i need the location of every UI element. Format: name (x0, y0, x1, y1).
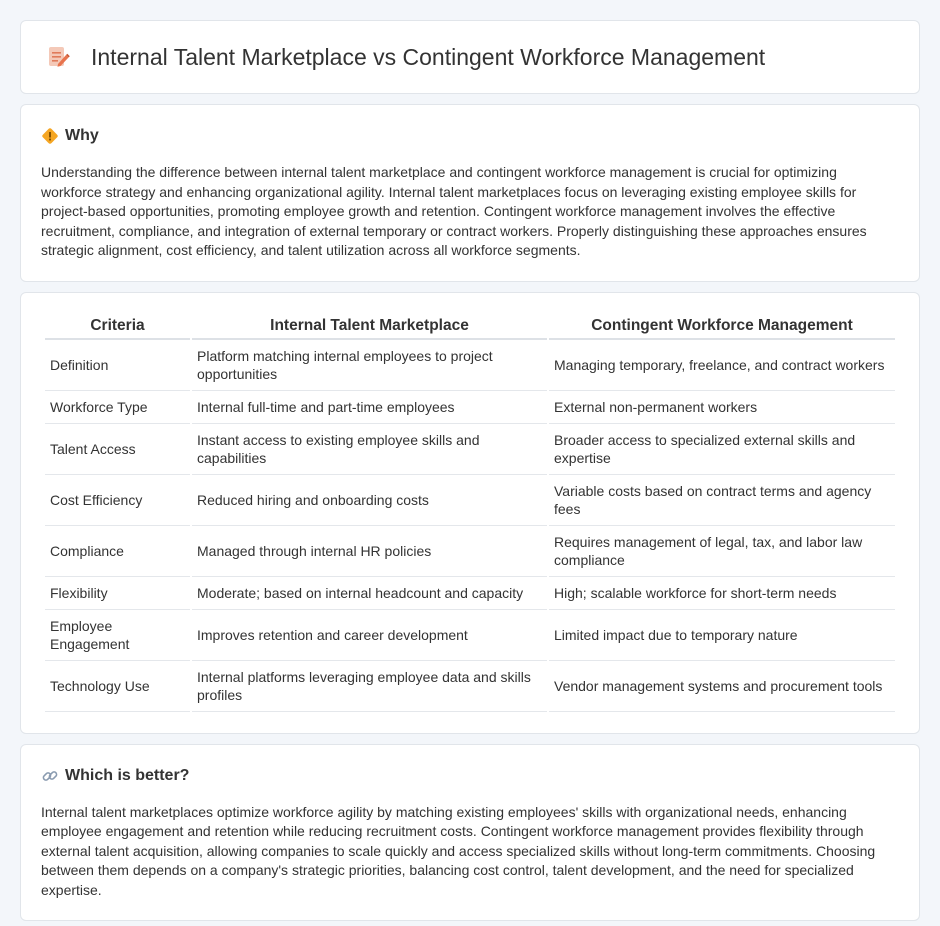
contingent-cell: Limited impact due to temporary nature (549, 610, 895, 661)
criteria-cell: Technology Use (45, 661, 190, 712)
why-text: Understanding the difference between internal talent marketplace and contingent workforce management is crucial for optimizing workforce strategy and enhancing organizational agility. Internal talent marketplaces focus on leveraging existing employee skills for project-based opportunities, promoting employee growth and retention. Contingent workforce management involves the effective recruitment, compliance, and integration of external temporary or contract workers. Properly distinguishing these approaches ensures strategic alignment, cost efficiency, and talent utilization across all workforce segments. (41, 164, 867, 258)
document-pencil-icon (45, 44, 71, 70)
contingent-cell: Managing temporary, freelance, and contract workers (549, 340, 895, 391)
table-row (45, 391, 895, 424)
table-row (45, 340, 895, 391)
contingent-cell: Requires management of legal, tax, and labor law compliance (549, 526, 895, 577)
table-row (45, 475, 895, 526)
table-row (45, 424, 895, 475)
diamond-warning-icon (41, 127, 59, 145)
which-better-heading: Which is better? (65, 766, 190, 784)
page-title: Internal Talent Marketplace vs Contingent Workforce Management (91, 43, 766, 70)
why-heading: Why (65, 127, 99, 144)
internal-cell: Internal full-time and part-time employees (192, 391, 547, 424)
internal-cell: Moderate; based on internal headcount and capacity (192, 577, 547, 610)
header-internal: Internal Talent Marketplace (192, 313, 547, 340)
criteria-cell: Talent Access (45, 424, 190, 475)
table-row (45, 661, 895, 712)
comparison-table (43, 313, 897, 712)
internal-cell: Reduced hiring and onboarding costs (192, 475, 547, 526)
which-better-heading-row (41, 767, 899, 785)
internal-cell: Improves retention and career development (192, 610, 547, 661)
internal-cell: Instant access to existing employee skills and capabilities (192, 424, 547, 475)
header-criteria: Criteria (45, 313, 190, 340)
contingent-cell: Variable costs based on contract terms and agency fees (549, 475, 895, 526)
criteria-cell: Employee Engagement (45, 610, 190, 661)
comparison-card (20, 292, 920, 734)
header-contingent: Contingent Workforce Management (549, 313, 895, 340)
contingent-cell: Broader access to specialized external skills and expertise (549, 424, 895, 475)
header-card (20, 20, 920, 94)
criteria-cell: Compliance (45, 526, 190, 577)
why-section (20, 104, 920, 282)
which-better-text: Internal talent marketplaces optimize workforce agility by matching existing employees' skills with organizational needs, enhancing employee engagement and retention while reducing recruitment costs. Contingent workforce management provides flexibility through external talent acquisition, allowing companies to scale quickly and access specialized skills without long-term commitments. Choosing between them depends on a company's strategic priorities, balancing cost control, talent development, and the need for specialized expertise. (41, 803, 876, 898)
internal-cell: Platform matching internal employees to project opportunities (192, 340, 547, 391)
contingent-cell: Vendor management systems and procurement tools (549, 661, 895, 712)
link-icon (41, 767, 59, 785)
contingent-cell: High; scalable workforce for short-term needs (549, 577, 895, 610)
contingent-cell: External non-permanent workers (549, 391, 895, 424)
criteria-cell: Workforce Type (45, 391, 190, 424)
table-row (45, 526, 895, 577)
internal-cell: Managed through internal HR policies (192, 526, 547, 577)
table-row (45, 610, 895, 661)
table-row (45, 577, 895, 610)
table-header-row (45, 313, 895, 340)
criteria-cell: Flexibility (45, 577, 190, 610)
internal-cell: Internal platforms leveraging employee data and skills profiles (192, 661, 547, 712)
why-heading-row (41, 127, 899, 145)
criteria-cell: Definition (45, 340, 190, 391)
which-better-section (20, 744, 920, 922)
criteria-cell: Cost Efficiency (45, 475, 190, 526)
